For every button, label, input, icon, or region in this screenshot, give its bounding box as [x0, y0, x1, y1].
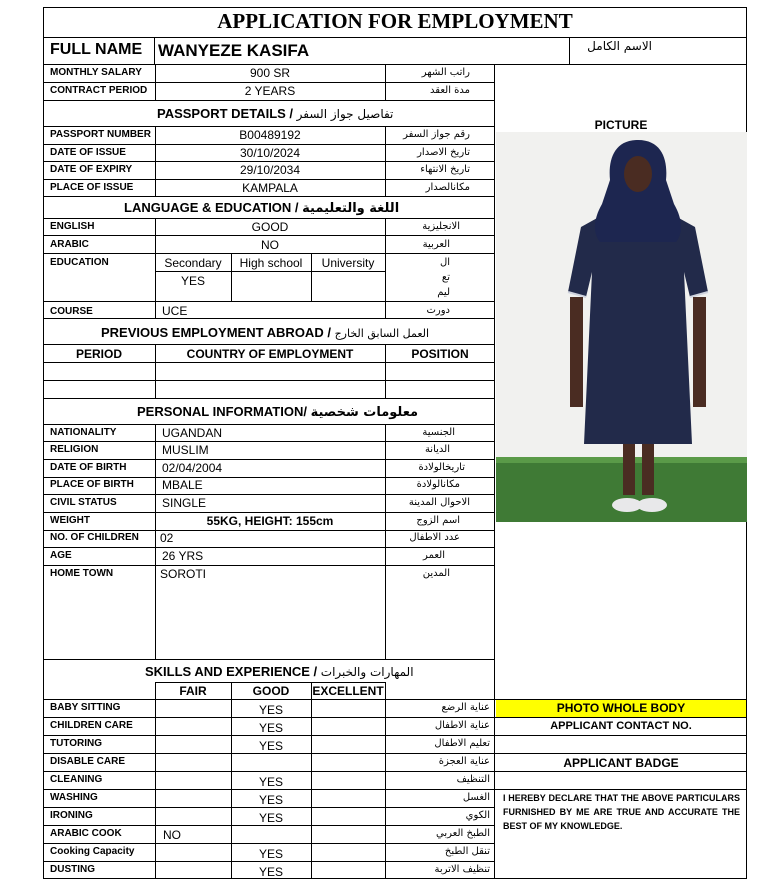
personal-value: MUSLIM — [162, 443, 209, 457]
skill-good: YES — [258, 739, 283, 753]
salary-label: MONTHLY SALARY — [50, 67, 142, 78]
arabic-ar: العربية — [422, 239, 450, 250]
passport-heading — [157, 106, 393, 122]
personal-heading-ar: معلومات شخصية — [310, 405, 419, 420]
personal-ar: تاريخالولادة — [418, 462, 465, 473]
passport-number-value: B00489192 — [239, 128, 301, 142]
arabic-value: NO — [261, 238, 279, 252]
full-name-label: FULL NAME — [50, 41, 143, 58]
skill-ar: تنظيف الاتربة — [434, 864, 490, 875]
personal-label: DATE OF BIRTH — [50, 462, 127, 473]
full-name-ar: الاسم الكامل — [587, 39, 652, 53]
expiry-date-value: 29/10/2034 — [239, 163, 301, 177]
skill-label: ARABIC COOK — [50, 828, 122, 839]
skill-label: CHILDREN CARE — [50, 720, 133, 731]
applicant-badge-label: APPLICANT BADGE — [563, 756, 679, 770]
skill-label: DUSTING — [50, 864, 95, 875]
contract-ar: مدة العقد — [430, 85, 470, 96]
applicant-contact-label: APPLICANT CONTACT NO. — [550, 720, 692, 732]
edu-col-secondary: Secondary — [164, 256, 222, 270]
personal-ar: المدين — [422, 568, 450, 579]
skill-good: YES — [258, 865, 283, 879]
personal-label: HOME TOWN — [50, 568, 114, 579]
skill-ar: تنقل الطبخ — [444, 846, 490, 857]
skills-heading-ar: المهارات والخبرات — [320, 665, 414, 679]
personal-ar: اسم الزوج — [416, 515, 460, 526]
skill-ar: الكوي — [465, 810, 490, 821]
page-title: APPLICATION FOR EMPLOYMENT — [217, 9, 573, 33]
language-heading-en: LANGUAGE & EDUCATION / — [124, 200, 299, 215]
skill-ar: عناية الاطفال — [434, 720, 490, 731]
skill-ar: الطبخ العربي — [436, 828, 490, 839]
skill-label: CLEANING — [50, 774, 103, 785]
skill-ar: عناية الرضع — [441, 702, 490, 713]
passport-number-label: PASSPORT NUMBER — [50, 129, 151, 140]
personal-ar: الاحوال المدينة — [408, 497, 470, 508]
english-label: ENGLISH — [50, 221, 95, 232]
skills-col-fair: FAIR — [179, 684, 207, 698]
course-label: COURSE — [50, 306, 93, 317]
passport-heading-en: PASSPORT DETAILS / — [157, 106, 294, 121]
personal-ar: عدد الاطفال — [409, 532, 460, 543]
skill-label: DISABLE CARE — [50, 756, 126, 767]
language-heading-ar: اللغة والتعليمية — [302, 201, 400, 216]
previous-heading-ar: العمل السابق الخارج — [334, 327, 430, 340]
skills-col-good: GOOD — [252, 684, 290, 698]
personal-value: 02 — [160, 531, 174, 545]
skill-good: YES — [258, 703, 283, 717]
education-ar-1: ال — [439, 257, 450, 268]
skill-good: YES — [258, 811, 283, 825]
skill-good: YES — [258, 847, 283, 861]
personal-ar: العمر — [423, 550, 445, 561]
skill-label: TUTORING — [50, 738, 103, 749]
skill-good: YES — [258, 721, 283, 735]
personal-value: 55KG, HEIGHT: 155cm — [206, 514, 334, 528]
personal-ar: الديانة — [424, 444, 450, 455]
contract-value: 2 YEARS — [244, 84, 296, 98]
personal-heading — [137, 404, 418, 421]
edu-col-university: University — [321, 256, 375, 270]
english-ar: الانجليزية — [422, 221, 460, 232]
expiry-date-ar: تاريخ الانتهاء — [420, 164, 470, 175]
issue-date-label: DATE OF ISSUE — [50, 147, 126, 158]
skill-ar: الغسل — [462, 792, 490, 803]
personal-value: 26 YRS — [162, 549, 204, 563]
personal-label: CIVIL STATUS — [50, 497, 117, 508]
skill-fair: NO — [163, 828, 181, 842]
previous-heading-en: PREVIOUS EMPLOYMENT ABROAD / — [101, 325, 331, 340]
passport-heading-ar: تفاصيل جواز السفر — [296, 107, 394, 121]
skills-heading-en: SKILLS AND EXPERIENCE / — [145, 664, 318, 679]
course-value: UCE — [162, 304, 188, 318]
declaration-text: I HEREBY DECLARE THAT THE ABOVE PARTICULARS FURNISHED BY ME ARE TRUE AND ACCURATE THE BEST OF MY KNOWLEDGE. — [503, 793, 740, 831]
salary-value: 900 SR — [249, 66, 291, 80]
issue-date-ar: تاريخ الاصدار — [417, 147, 470, 158]
skill-label: IRONING — [50, 810, 93, 821]
passport-number-ar: رقم جواز السفر — [403, 129, 470, 140]
english-value: GOOD — [251, 220, 289, 234]
issue-date-value: 30/10/2024 — [239, 146, 301, 160]
personal-label: NATIONALITY — [50, 427, 117, 438]
skill-ar: عناية العجزة — [438, 756, 490, 767]
personal-value: MBALE — [162, 478, 203, 492]
skill-ar: التنظيف — [456, 774, 490, 785]
arabic-label: ARABIC — [50, 239, 89, 250]
personal-value: SOROTI — [160, 567, 207, 581]
place-issue-value: KAMPALA — [242, 181, 298, 195]
personal-value: UGANDAN — [162, 426, 223, 440]
personal-value: 02/04/2004 — [162, 461, 223, 475]
language-heading — [124, 200, 399, 217]
personal-ar: مكانالولادة — [416, 479, 460, 490]
place-issue-label: PLACE OF ISSUE — [50, 182, 134, 193]
skill-ar: تعليم الاطفال — [434, 738, 490, 749]
prev-col-country: COUNTRY OF EMPLOYMENT — [186, 347, 354, 361]
course-ar: دورت — [426, 305, 450, 316]
prev-col-period: PERIOD — [75, 347, 122, 361]
education-label: EDUCATION — [50, 257, 109, 268]
previous-heading — [101, 325, 429, 342]
applicant-photo — [496, 132, 747, 522]
education-ar-2: تع — [441, 272, 450, 283]
prev-col-position: POSITION — [411, 347, 469, 361]
education-ar-3: ليم — [437, 287, 450, 298]
personal-label: RELIGION — [50, 444, 99, 455]
skills-col-excellent: EXCELLENT — [312, 684, 384, 698]
skill-label: Cooking Capacity — [50, 846, 135, 857]
skill-label: BABY SITTING — [50, 702, 121, 713]
personal-value: SINGLE — [162, 496, 207, 510]
salary-ar: راتب الشهر — [421, 67, 470, 78]
edu-col-high-school: High school — [239, 256, 303, 270]
skill-good: YES — [258, 793, 283, 807]
personal-label: PLACE OF BIRTH — [50, 479, 134, 490]
photo-whole-body-banner: PHOTO WHOLE BODY — [496, 700, 746, 717]
expiry-date-label: DATE OF EXPIRY — [50, 164, 133, 175]
skill-good: YES — [258, 775, 283, 789]
edu-secondary-value: YES — [180, 274, 205, 288]
full-name-value: WANYEZE KASIFA — [158, 41, 310, 60]
skills-heading — [145, 664, 414, 680]
personal-ar: الجنسية — [422, 427, 455, 438]
place-issue-ar: مكانالصدار — [425, 182, 470, 193]
skill-label: WASHING — [50, 792, 98, 803]
contract-label: CONTRACT PERIOD — [50, 85, 148, 96]
picture-label: PICTURE — [594, 118, 648, 132]
personal-label: NO. OF CHILDREN — [50, 532, 139, 543]
personal-label: AGE — [50, 550, 72, 561]
personal-heading-en: PERSONAL INFORMATION/ — [137, 404, 307, 419]
personal-label: WEIGHT — [50, 515, 90, 526]
